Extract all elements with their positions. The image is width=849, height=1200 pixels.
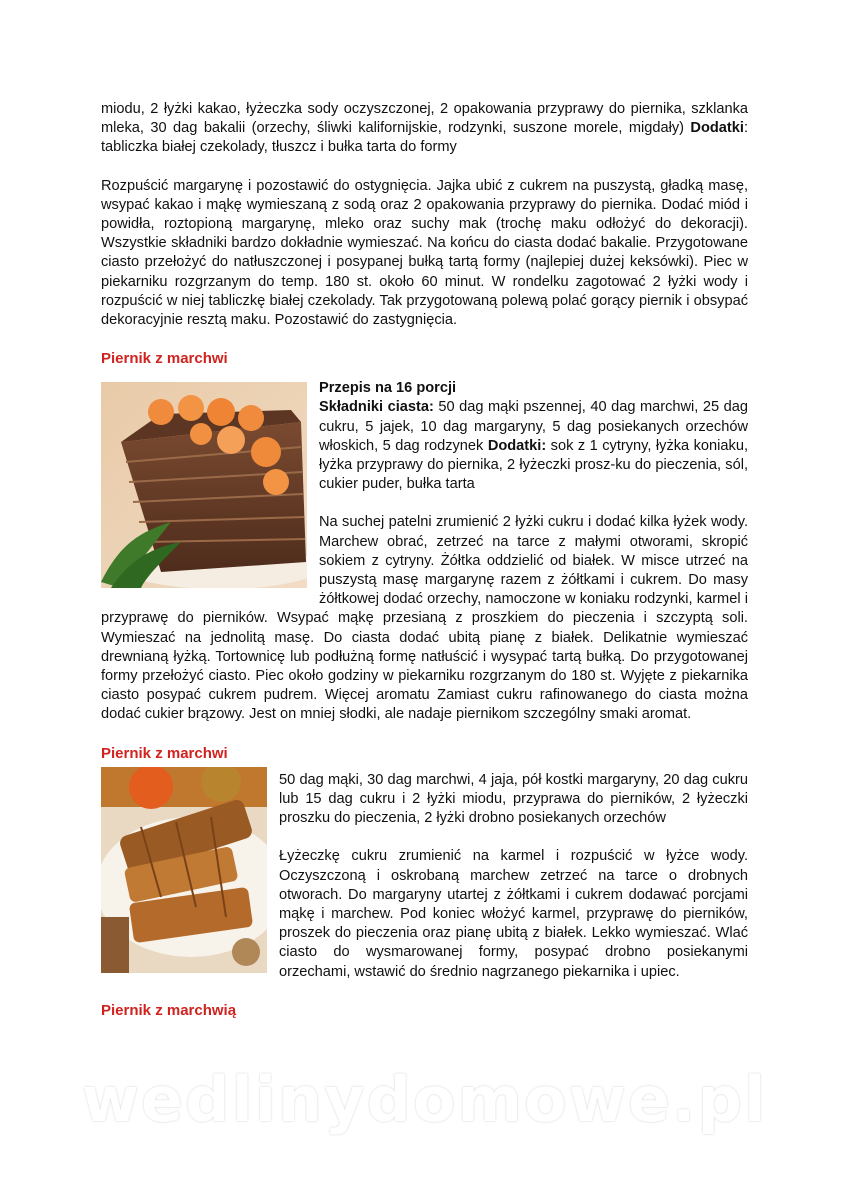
recipe-title-3: Piernik z marchwi [101,744,228,762]
intro-paragraph: miodu, 2 łyżki kakao, łyżeczka sody oczyszczonej, 2 opakowania przyprawy do piernika, szklanka mleka, 30 dag bakalii (orzechy, śliwki kalifornijskie, rodzynki, suszone morele, migdały) Dodatki: tabliczka białej czekolady, tłuszcz i bułka tarta do formy [101,101,748,156]
ingredients-paragraph-2: Składniki ciasta: 50 dag mąki pszennej, 40 dag marchwi, 25 dag cukru, 5 jajek, 10 dag margaryny, 5 dag posiekanych orzechów włoskich, 5 dag rodzynek Dodatki: sok z 1 cytryny, łyżka koniaku, łyżka przyprawy do piernika, 2 łyżeczki prosz-ku do pieczenia, sól, cukier puder, bułka tarta [319,399,748,493]
method-paragraph-2: Na suchej patelni zrumienić 2 łyżki cukru i dodać kilka łyżek wody. Marchew obrać, zetrzeć na tarce z małymi otworami, skropić sokiem z cytryny. Żółtka oddzielić od białek. W misce utrzeć na puszystą masę margarynę razem z żółtkami i cukrem. Do masy żółtkowej dodać orzechy, namoczone w koniaku rodzynki, karmel i przyprawę do pierników. Wsypać mąkę przesianą z proszkiem do pieczenia i szczyptą soli. Wymieszać na jednolitą masę. Do ciasta dodać ubitą pianę z białek. Delikatnie wymieszać drewnianą łyżką. Tortownicę lub podłużną formę natłuścić i wysypać tartą bułką. Do przygotowanej formy przełożyć ciasto. Piec około godziny w piekarniku rozgrzanym do 180 st. Wyjęte z piekarnika ciasto posypać cukrem pudrem. Więcej aromatu Zamiast cukru rafinowanego do ciasta można dodać cukier brązowy. Jest on mniej słodki, ale nadaje piernikom szczególny smaki aromat. [101,514,748,723]
carrot-cake-loaf-image [101,767,267,973]
recipe-title-4: Piernik z marchwią [101,1001,237,1019]
watermark: wedlinydomowe.pl [81,1063,768,1136]
method-paragraph-1: Rozpuścić margarynę i pozostawić do ostygnięcia. Jajka ubić z cukrem na puszystą, gładką masę, wsypać kakao i mąkę wymieszaną z sodą oraz 2 opakowania przyprawy do piernika. Dodać miód i powidła, roztopioną margarynę, mleko oraz suchy mak (trochę maku odłożyć do dekoracji). Wszystkie składniki bardzo dokładnie wymieszać. Na końcu do ciasta dodać bakalie. Przygotowane ciasto przełożyć do natłuszczonej i posypanej bułką tartą formy (najlepiej dużej keksówki). Piec w piekarniku rozgrzanym do temp. 180 st. około 60 minut. W rondelku zagotować 2 łyżki wody i rozpuścić w niej tabliczkę białej czekolady. Tak przygotowaną polewą polać gorący piernik i obsypać dekoracyjnie resztą maku. Pozostawić do zastygnięcia. [101,177,748,329]
recipe-title-2: Piernik z marchwi [101,350,228,368]
dodatki-label: Dodatki [690,120,744,137]
method-paragraph-3: Łyżeczkę cukru zrumienić na karmel i rozpuścić w łyżce wody. Oczyszczoną i oskrobaną marchew zetrzeć na tarce o drobnych otworach. Do margaryny utartej z żółtkami i cukrem dodawać porcjami mąkę i marchew. Pod koniec włożyć karmel, przyprawę do pierników, proszek do pieczenia oraz pianę ubitą z białek. Lekko wymieszać. Wlać ciasto do wysmarowanej formy, posypać drobno posiekanymi orzechami, wstawić do średnio nagrzanego piekarnika i upiec. [279,848,748,980]
ingredients-paragraph-3: 50 dag mąki, 30 dag marchwi, 4 jaja, pół kostki margaryny, 20 dag cukru lub 15 dag cukru i 2 łyżki miodu, przyprawa do pierników, 2 łyżeczki proszku do pieczenia, 2 łyżki drobno posiekanych orzechów [279,771,748,827]
document-page [101,100,748,1020]
carrot-cake-slice-image [101,382,307,588]
portions-heading: Przepis na 16 porcji [319,380,457,397]
